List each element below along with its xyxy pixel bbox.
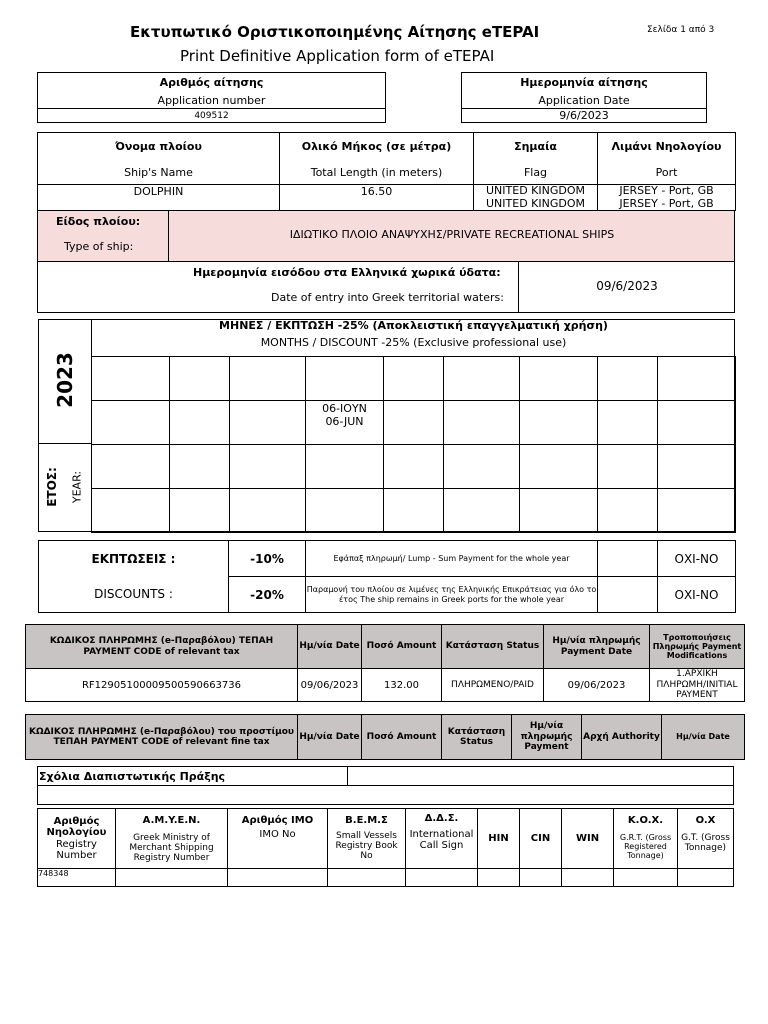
- ship-flag-label-gr: Σημαία: [474, 133, 598, 161]
- payment-code-header: ΚΩΔΙΚΟΣ ΠΛΗΡΩΜΗΣ (e-Παραβόλου) ΤΕΠΑΗ PAYMENT CODE of relevant tax: [26, 625, 298, 669]
- entry-date-value: 09/6/2023: [596, 279, 658, 293]
- application-number-value: 409512: [38, 109, 386, 123]
- ship-port-value-2: JERSEY - Port, GB: [619, 196, 714, 210]
- payment-code-value: RF12905100009500590663736: [26, 669, 298, 702]
- months-year-value: 2023: [53, 352, 77, 408]
- fine-code-header: ΚΩΔΙΚΟΣ ΠΛΗΡΩΜΗΣ (e-Παραβόλου) του προστίμου ΤΕΠΑΗ PAYMENT CODE of relevant fine tax: [26, 715, 298, 760]
- amyen-label: A.M.Y.E.N.: [142, 815, 201, 826]
- imo-label-en: IMO No: [259, 828, 296, 840]
- discount-desc-2: Παραμονή του πλοίου σε λιμένες της Ελληνικής Επικράτειας για όλο το έτος The ship remains in Greek ports for the whole year: [306, 577, 598, 613]
- payment-paydate-header: Ημ/νία πληρωμής Payment Date: [544, 625, 650, 669]
- payment-status-value: ΠΛΗΡΩΜΕΝΟ/PAID: [442, 669, 544, 702]
- discount-pct-2: -20%: [229, 577, 306, 613]
- payment-date-value: 09/06/2023: [298, 669, 362, 702]
- fine-status-header: Κατάσταση Status: [442, 715, 512, 760]
- discounts-label-gr: ΕΚΠΤΩΣΕΙΣ :: [39, 541, 229, 577]
- discount-value-2: ΟΧΙ-NO: [658, 577, 736, 613]
- entry-date-label-gr: Ημερομηνία εισόδου στα Ελληνικά χωρικά ύδατα:: [193, 266, 501, 279]
- entry-date-label-en: Date of entry into Greek territorial waters:: [271, 291, 504, 304]
- bems-label: Β.Ε.Μ.Σ: [345, 815, 388, 826]
- cin-label: CIN: [520, 809, 562, 869]
- win-label: WIN: [562, 809, 614, 869]
- ox-label: O.X: [695, 815, 716, 826]
- fine-date2-header: Ημ/νία Date: [662, 715, 745, 760]
- discount-desc-1: Εφάπαξ πληρωμή/ Lump - Sum Payment for the whole year: [306, 541, 598, 577]
- months-title-gr: ΜΗΝΕΣ / ΕΚΠΤΩΣΗ -25% (Αποκλειστική επαγγελματική χρήση): [219, 319, 608, 332]
- month-cell-gr: 06-ΙΟΥΝ: [322, 402, 367, 415]
- ship-type-label-gr: Είδος πλοίου:: [56, 215, 141, 228]
- kox-label-en: G.R.T. (Gross Registered Tonnage): [619, 832, 672, 860]
- ship-name-value: DOLPHIN: [38, 185, 280, 211]
- months-grid: [91, 356, 736, 533]
- application-date-label-gr: Ημερομηνία αίτησης: [462, 73, 707, 93]
- page-title-greek: Εκτυπωτικό Οριστικοποιημένης Αίτησης eTEPAI: [130, 23, 540, 41]
- discount-pct-1: -10%: [229, 541, 306, 577]
- ship-length-value: 16.50: [280, 185, 474, 211]
- page-title-english: Print Definitive Application form of eTEPAI: [180, 47, 495, 65]
- payment-mod-header: Τροποποιήσεις Πληρωμής Payment Modifications: [650, 625, 745, 669]
- months-etos-label: ΕΤΟΣ:: [45, 467, 59, 507]
- kox-label: K.O.X.: [627, 815, 664, 826]
- ship-type-value: ΙΔΙΩΤΙΚΟ ΠΛΟΙΟ ΑΝΑΨΥΧΗΣ/PRIVATE RECREATIONAL SHIPS: [289, 228, 615, 241]
- discount-value-1: ΟΧΙ-NO: [658, 541, 736, 577]
- imo-label-gr: Αριθμός ΙΜΟ: [241, 815, 314, 826]
- ship-port-label-en: Port: [598, 161, 736, 185]
- payment-amount-header: Ποσό Amount: [362, 625, 442, 669]
- ship-flag-value: UNITED KINGDOM: [486, 184, 585, 197]
- application-date-table: [461, 72, 707, 123]
- ship-port-label-gr: Λιμάνι Νηολογίου: [598, 133, 736, 161]
- amyen-label-en: Greek Ministry of Merchant Shipping Registry Number: [129, 832, 214, 864]
- application-date-value: 9/6/2023: [462, 109, 707, 123]
- dds-label-en: International Call Sign: [409, 828, 474, 851]
- page-number: Σελίδα 1 από 3: [647, 25, 715, 35]
- ship-flag-value-2: UNITED KINGDOM: [486, 196, 585, 210]
- month-cell-en: 06-JUN: [325, 414, 364, 428]
- fine-amount-header: Ποσό Amount: [362, 715, 442, 760]
- fine-table: [25, 714, 745, 760]
- payment-mod-value: 1.ΑΡΧΙΚΗ ΠΛΗΡΩΜΗ/INITIAL PAYMENT: [650, 669, 745, 702]
- ship-name-label-gr: Όνομα πλοίου: [38, 133, 280, 161]
- application-number-table: [37, 72, 386, 123]
- registry-table: [37, 808, 734, 887]
- registry-number-value: 748348: [38, 869, 116, 887]
- hin-label: HIN: [478, 809, 520, 869]
- application-date-label-en: Application Date: [462, 93, 707, 109]
- application-number-label-gr: Αριθμός αίτησης: [38, 73, 386, 93]
- ship-type-label-en: Type of ship:: [64, 240, 134, 253]
- fine-authority-header: Αρχή Authority: [582, 715, 662, 760]
- ship-length-label-en: Total Length (in meters): [280, 161, 474, 185]
- payment-status-header: Κατάσταση Status: [442, 625, 544, 669]
- ship-flag-label-en: Flag: [474, 161, 598, 185]
- bems-label-en: Small Vessels Registry Book No: [335, 830, 398, 862]
- months-year-label: YEAR:: [70, 470, 84, 504]
- months-title-en: MONTHS / DISCOUNT -25% (Exclusive professional use): [260, 336, 567, 349]
- payment-date-header: Ημ/νία Date: [298, 625, 362, 669]
- ship-length-label-gr: Ολικό Μήκος (σε μέτρα): [280, 133, 474, 161]
- discounts-table: [38, 540, 736, 613]
- application-number-label-en: Application number: [38, 93, 386, 109]
- comments-table: [37, 766, 734, 805]
- ox-label-en: G.T. (Gross Tonnage): [681, 832, 730, 853]
- comments-label: Σχόλια Διαπιστωτικής Πράξης: [38, 767, 348, 786]
- fine-date-header: Ημ/νία Date: [298, 715, 362, 760]
- registry-number-label-en: Registry Number: [56, 838, 97, 861]
- registry-number-label-gr: Αριθμός Νηολογίου: [46, 815, 107, 838]
- dds-label: Δ.Δ.Σ.: [424, 813, 459, 824]
- fine-paydate-header: Ημ/νία πληρωμής Payment: [512, 715, 582, 760]
- payment-amount-value: 132.00: [362, 669, 442, 702]
- payment-table: [25, 624, 745, 702]
- ship-port-value: JERSEY - Port, GB: [619, 184, 714, 197]
- ship-details-table: [37, 132, 736, 211]
- discounts-label-en: DISCOUNTS :: [39, 577, 229, 613]
- ship-name-label-en: Ship's Name: [38, 161, 280, 185]
- payment-paydate-value: 09/06/2023: [544, 669, 650, 702]
